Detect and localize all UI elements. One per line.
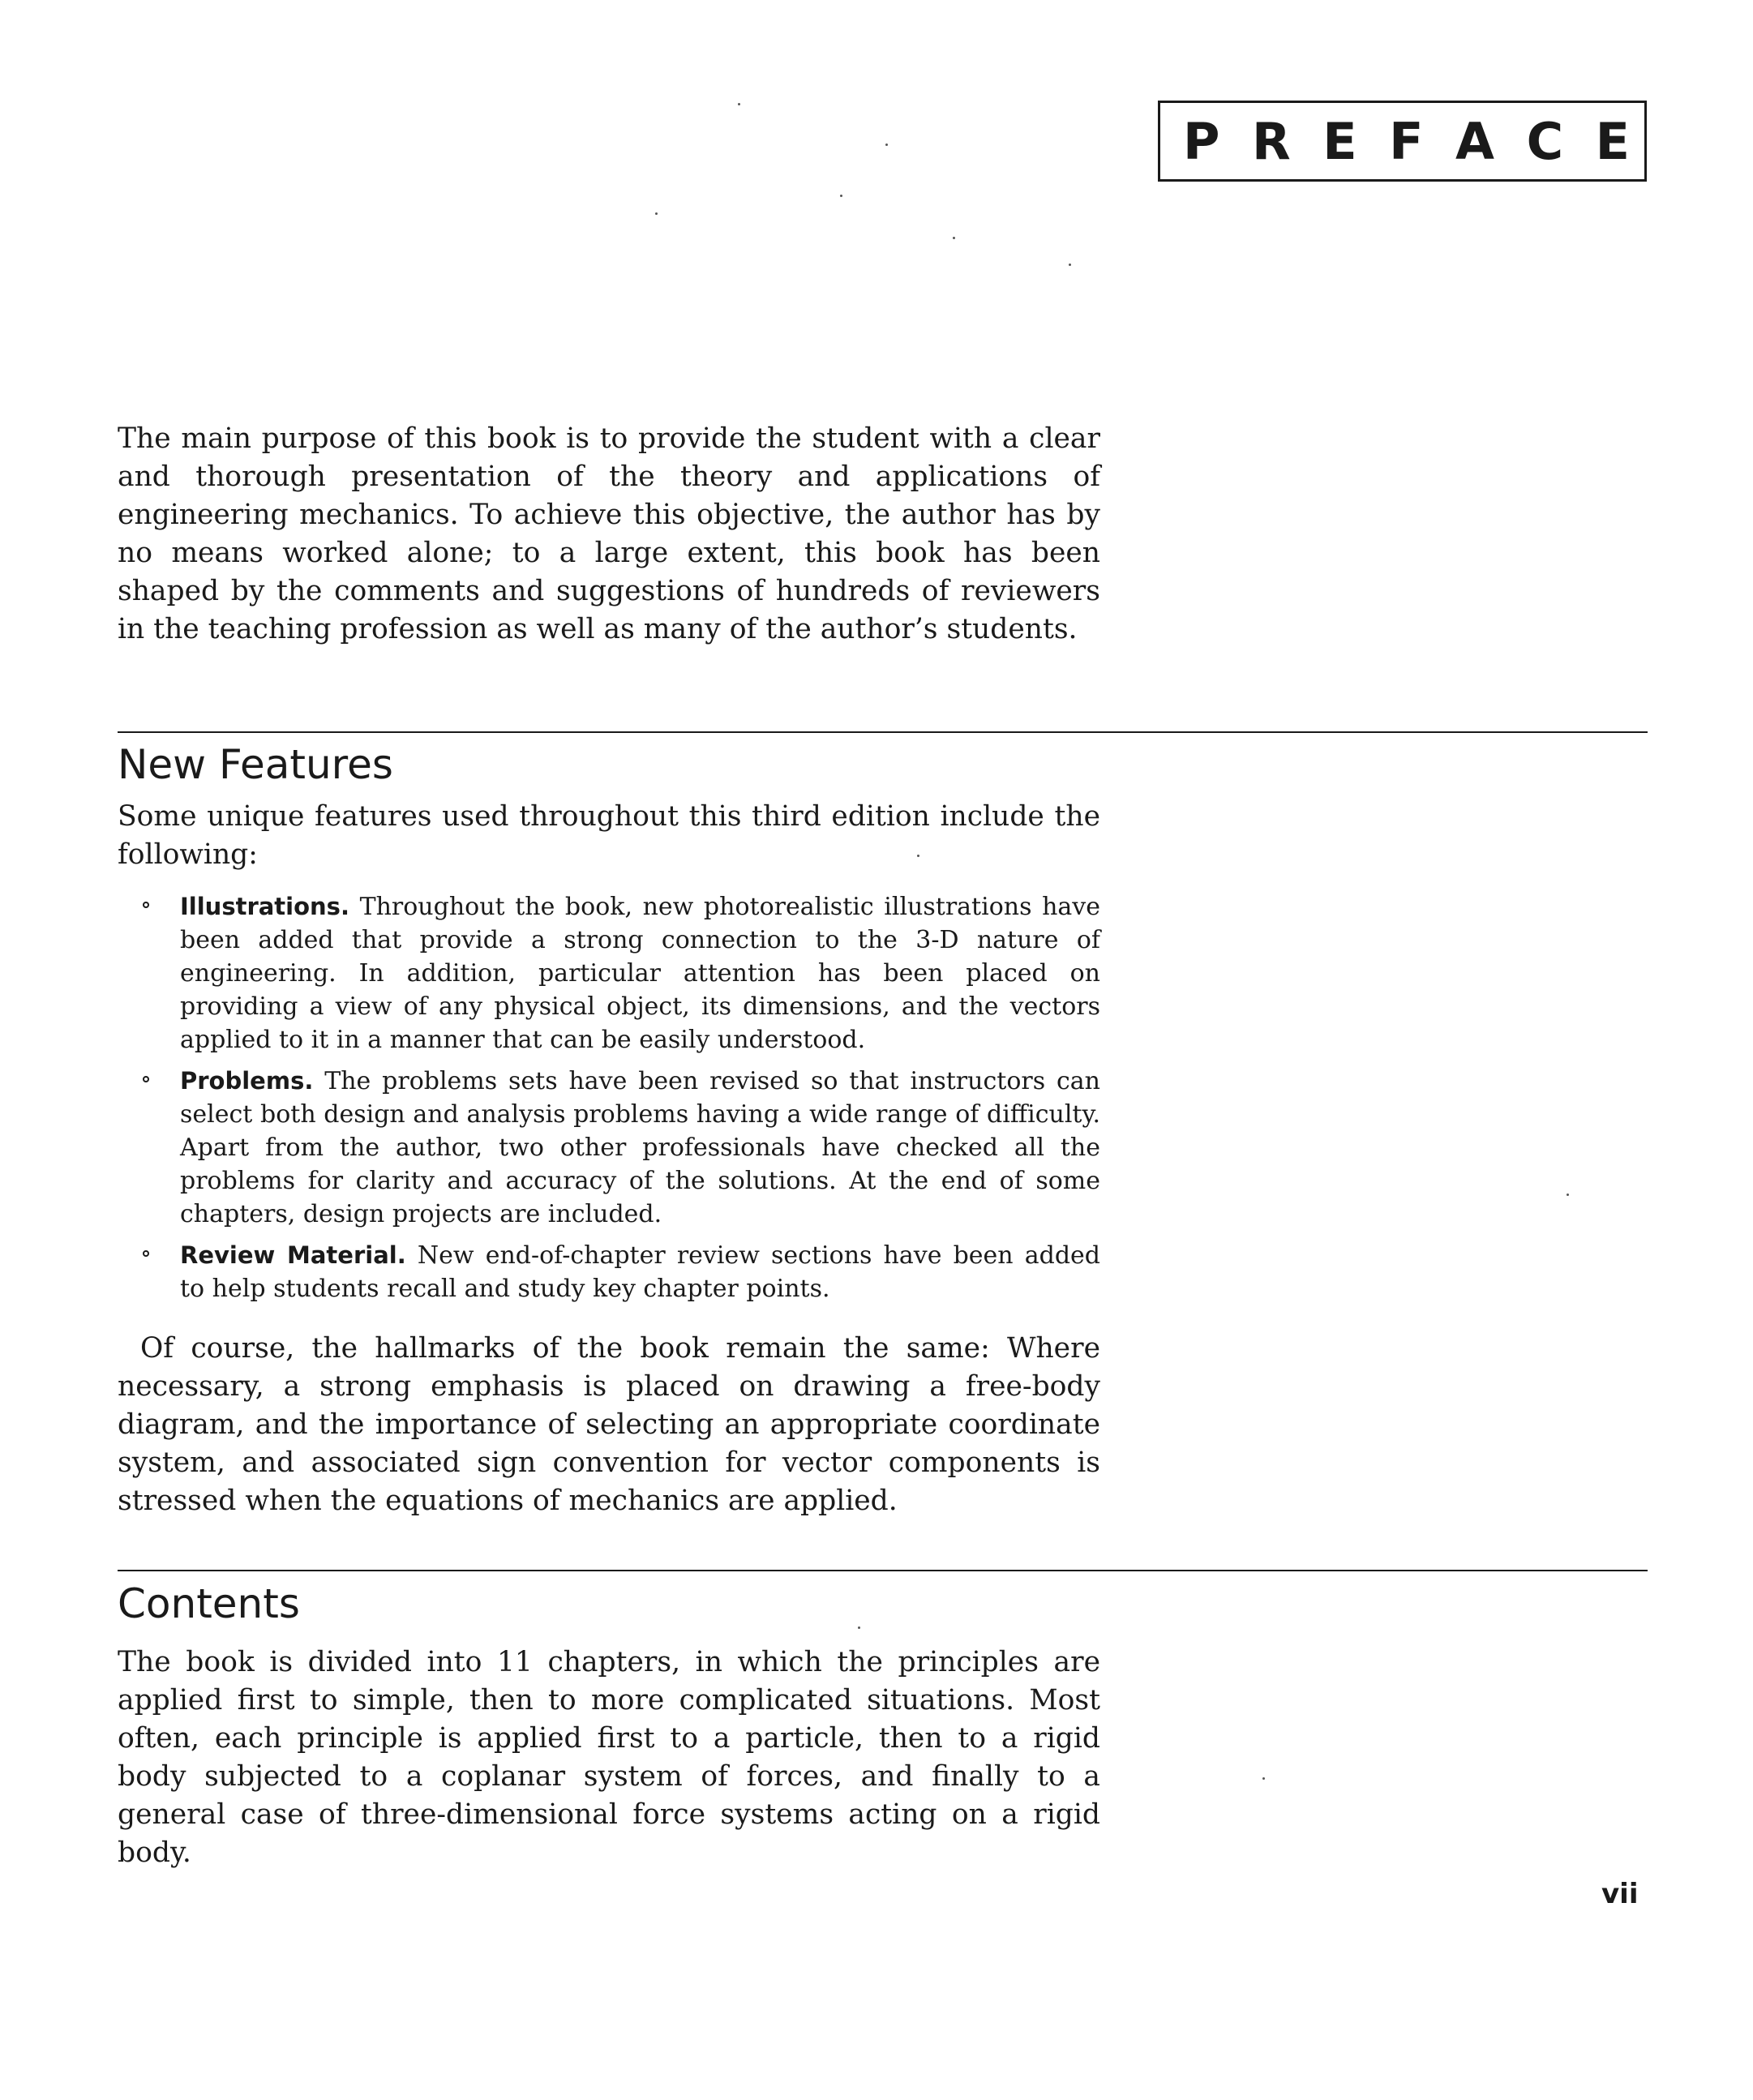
- bullet-icon: [143, 1250, 149, 1257]
- new-features-heading: New Features: [118, 741, 393, 788]
- scan-speck: [885, 144, 888, 146]
- scan-speck: [858, 1626, 860, 1629]
- feature-list: [139, 890, 1100, 1314]
- section-divider: [118, 731, 1648, 733]
- scan-speck: [953, 237, 955, 239]
- preface-letter: E: [1595, 111, 1630, 171]
- preface-letter: R: [1251, 111, 1291, 171]
- feature-item-text: The problems sets have been revised so that instructors can select both design and analysis problems having a wide range of difficulty. Apart from the author, two other professionals have checked all the problems for clarity and accuracy of the solutions. At the end of some chapters, design projects are included.: [180, 1067, 1100, 1228]
- preface-letter: P: [1183, 111, 1220, 171]
- preface-letter: C: [1526, 111, 1564, 171]
- scan-speck: [738, 103, 740, 105]
- preface-letter: F: [1389, 111, 1424, 171]
- feature-item-title: Illustrations.: [180, 893, 349, 920]
- scan-speck: [1069, 264, 1071, 266]
- page-number: vii: [1601, 1878, 1639, 1910]
- feature-item-problems: [139, 1065, 1100, 1231]
- new-features-closing: Of course, the hallmarks of the book remain the same: Where necessary, a strong emphasis is placed on drawing a free-body diagram, and the importance of selecting an appropriate coordinate system, and associated sign convention for vector components is stressed when the equations of mechanics are applied.: [118, 1332, 1100, 1517]
- feature-item-illustrations: [139, 890, 1100, 1056]
- new-features-lead: Some unique features used throughout this third edition include the following:: [118, 800, 1100, 871]
- feature-item-text: Throughout the book, new photorealistic illustrations have been added that provide a strong connection to the 3-D nature of engineering. In addition, particular attention has been placed on providing a view of any physical object, its dimensions, and the vectors applied to it in a manner that can be easily understood.: [180, 893, 1100, 1054]
- feature-item-title: Review Material.: [180, 1241, 406, 1269]
- scan-speck: [1567, 1194, 1569, 1196]
- contents-paragraph: The book is divided into 11 chapters, in which the principles are applied first to simple, then to more complicated situations. Most often, each principle is applied first to a particle, then to a rigid body subjected to a coplanar system of forces, and finally to a general case of three-dimensional force systems acting on a rigid body.: [118, 1646, 1100, 1869]
- preface-title-box: [1158, 101, 1647, 182]
- preface-letter: E: [1322, 111, 1357, 171]
- feature-item-review-material: [139, 1239, 1100, 1305]
- feature-item-title: Problems.: [180, 1067, 314, 1095]
- contents-heading: Contents: [118, 1580, 300, 1627]
- scan-speck: [655, 212, 658, 215]
- bullet-icon: [143, 1076, 149, 1082]
- scan-speck: [1262, 1777, 1265, 1780]
- section-divider: [118, 1570, 1648, 1571]
- scan-speck: [840, 195, 842, 197]
- bullet-icon: [143, 902, 149, 908]
- preface-letter: A: [1455, 111, 1495, 171]
- feature-item-text: New end-of-chapter review sections have been added to help students recall and study key chapter points.: [180, 1241, 1100, 1303]
- intro-paragraph: The main purpose of this book is to provide the student with a clear and thorough presentation of the theory and applications of engineering mechanics. To achieve this objective, the author has by no means worked alone; to a large extent, this book has been shaped by the comments and suggestions of hundreds of reviewers in the teaching profession as well as many of the author’s students.: [118, 422, 1100, 645]
